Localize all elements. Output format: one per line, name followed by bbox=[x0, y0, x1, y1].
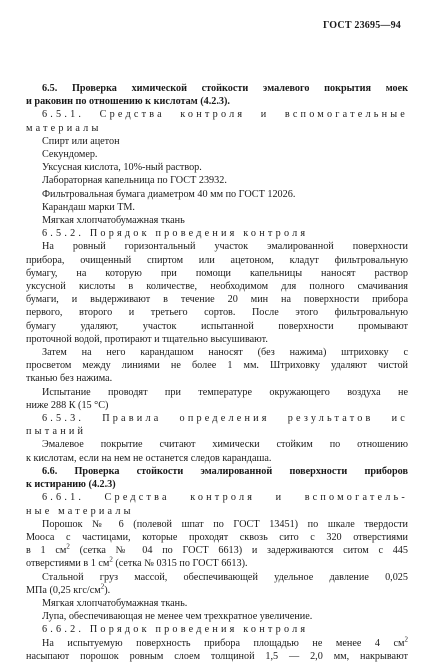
text-line: 6.5.3. Правила определения результатов ис bbox=[42, 413, 408, 425]
text-line: 6.5.2. Порядок проведения контроля bbox=[42, 228, 309, 240]
text-line: Мягкая хлопчатобумажная ткань. bbox=[42, 597, 188, 609]
text-line: Стальной груз массой, обеспечивающей удельное давление 0,025 bbox=[42, 571, 408, 583]
text-line: бумаги, и выдерживают в течение 20 мин на поверхности прибора bbox=[26, 294, 408, 306]
text-line: Секундомер. bbox=[42, 149, 98, 161]
text-line: первого, второго и третьего сортов. После этого фильтровальную bbox=[26, 307, 408, 319]
text-line: Лабораторная капельница по ГОСТ 23932. bbox=[42, 175, 227, 187]
text-line: уксусной кислоты в количестве, необходимом для полного смачивания bbox=[26, 281, 408, 293]
text-line: Фильтровальная бумага диаметром 40 мм по ГОСТ 12026. bbox=[42, 188, 296, 200]
text-line: тканью без нажима. bbox=[26, 373, 113, 385]
document-body bbox=[26, 82, 408, 663]
text-line: бумагу, на которую при помощи капельницы наносят раствор bbox=[26, 267, 408, 279]
text-line: бумагу удаляют, участок испытанной поверхности промывают bbox=[26, 320, 408, 332]
text-line: Порошок № 6 (полевой шпат по ГОСТ 13451) по шкале твердости bbox=[42, 518, 408, 530]
text-line: проточной водой, протирают и тщательно высушивают. bbox=[26, 333, 268, 345]
text-line: 6.6.2. Порядок проведения контроля bbox=[42, 624, 309, 636]
text-line: МПа (0,25 кгс/$см^2$). bbox=[26, 582, 111, 596]
text-line: пытаний bbox=[26, 426, 87, 438]
text-line: На испытуемую поверхность прибора площадью не менее 4 $см^2$ bbox=[42, 635, 408, 649]
text-line: насыпают порошок ровным слоем толщиной 1,5 — 2,0 мм, накрывают bbox=[26, 650, 408, 662]
text-line: материалы bbox=[26, 122, 102, 134]
text-line: Лупа, обеспечивающая не менее чем трехкратное увеличение. bbox=[42, 611, 313, 623]
text-line: Испытание проводят при температуре окружающего воздуха не bbox=[42, 386, 408, 398]
text-line: Эмалевое покрытие считают химически стойким по отношению bbox=[42, 439, 408, 451]
text-line: Мягкая хлопчатобумажная ткань bbox=[42, 215, 185, 227]
text-line: и раковин по отношению к кислотам (4.2.3). bbox=[26, 96, 230, 108]
page-header: ГОСТ 23695—94 bbox=[322, 20, 401, 31]
text-line: Затем на него карандашом наносят (без нажима) штриховку с bbox=[42, 347, 408, 359]
text-line: Спирт или ацетон bbox=[42, 135, 120, 147]
text-line: к кислотам, если на нем не останется следов карандаша. bbox=[26, 452, 272, 464]
text-line: к истиранию (4.2.3) bbox=[26, 479, 116, 491]
text-line: 6.6.1. Средства контроля и вспомогатель- bbox=[42, 492, 408, 504]
text-line: ниже 288 К (15 °С) bbox=[26, 399, 109, 411]
text-line: в 1 $см^2$ (сетка № 04 по ГОСТ 6613) и задерживаются ситом с 445 bbox=[26, 542, 408, 557]
text-line: Карандаш марки ТМ. bbox=[42, 201, 135, 213]
text-line: Мооса с частицами, которые проходят сквозь сито с 320 отверстиями bbox=[26, 531, 408, 543]
text-line: 6.5. Проверка химической стойкости эмалевого покрытия моек bbox=[42, 83, 408, 94]
text-line: прибора, очищенный спиртом или ацетоном, кладут фильтровальную bbox=[26, 254, 408, 266]
text-line: 6.5.1. Средства контроля и вспомогательные bbox=[42, 109, 408, 121]
text-line: просветом между линиями не более 1 мм. Штриховку удаляют чистой bbox=[26, 360, 408, 372]
text-line: На ровный горизонтальный участок эмалированной поверхности bbox=[42, 241, 408, 253]
text-line: ные материалы bbox=[26, 505, 134, 517]
text-line: отверстиями в 1 $см^2$ (сетка № 0315 по ГОСТ 6613). bbox=[26, 555, 248, 570]
text-line: 6.6. Проверка стойкости эмалированной поверхности приборов bbox=[42, 465, 408, 477]
text-line: Уксусная кислота, 10%-ный раствор. bbox=[42, 162, 202, 174]
